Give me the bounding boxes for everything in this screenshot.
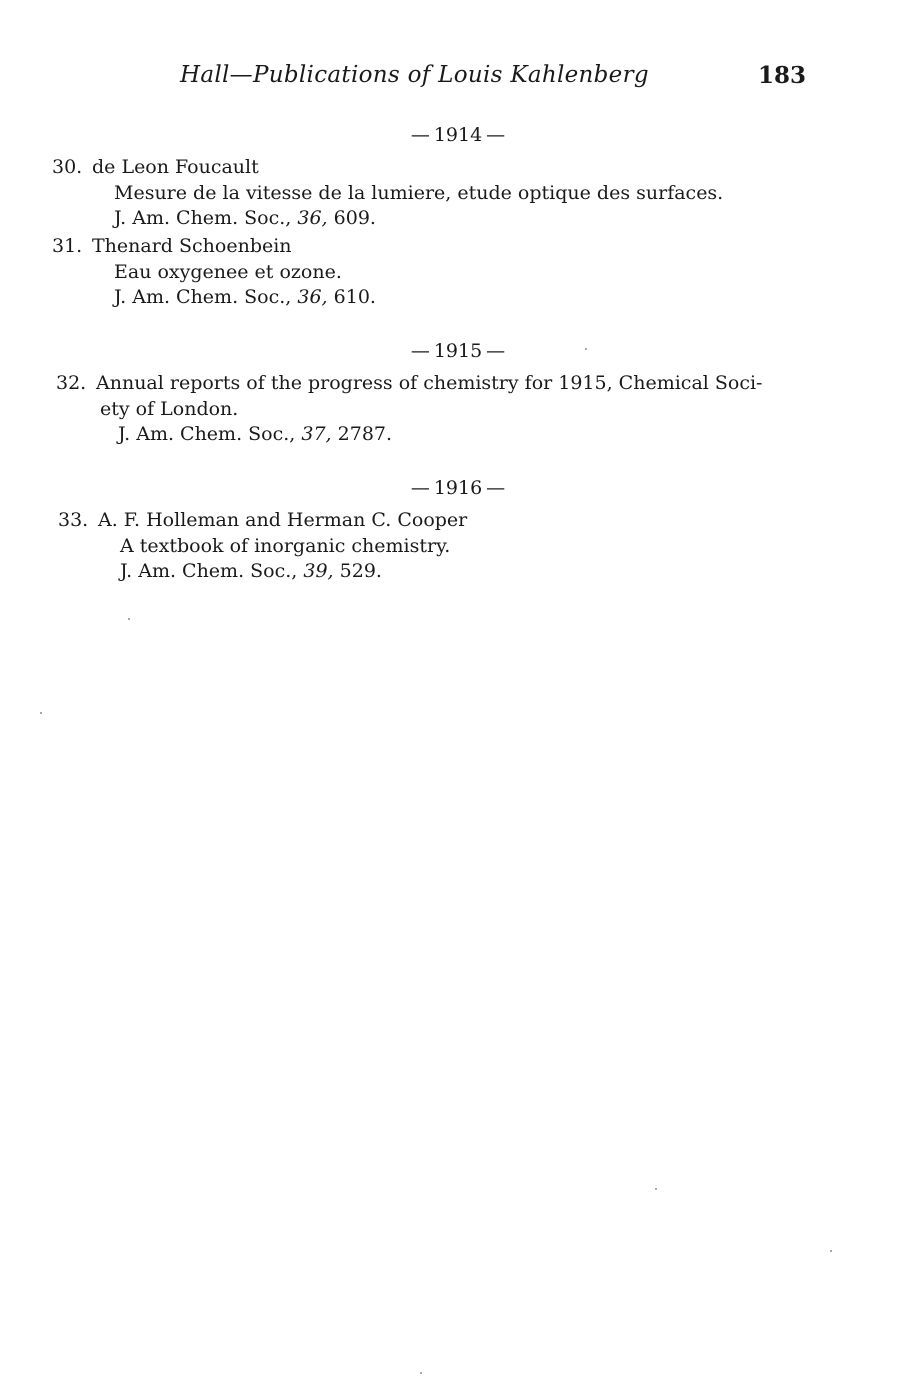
citation-volume: 39, (303, 560, 334, 582)
scan-speck (655, 1188, 657, 1190)
running-title: Hall—Publications of Louis Kahlenberg (180, 62, 649, 88)
year-heading-1914: — 1914 — (410, 124, 506, 146)
citation-page: 2787. (337, 423, 393, 445)
entry-authors-continued: ety of London. (100, 397, 239, 420)
bibliography-entry-30 (52, 155, 723, 232)
entry-number: 31. (52, 235, 83, 257)
scan-speck (830, 1250, 832, 1252)
year-label: 1915 (433, 340, 483, 362)
citation-journal: J. Am. Chem. Soc., (118, 423, 296, 445)
scan-speck (585, 348, 587, 350)
scan-speck (128, 618, 130, 620)
year-label: 1914 (433, 124, 483, 146)
year-heading-1915: — 1915 — (410, 340, 506, 362)
citation-journal: J. Am. Chem. Soc., (114, 207, 292, 229)
entry-citation (52, 285, 376, 311)
year-heading-1916: — 1916 — (410, 477, 506, 499)
year-label: 1916 (433, 477, 483, 499)
scan-speck (40, 712, 42, 714)
citation-volume: 37, (301, 423, 332, 445)
entry-citation (56, 422, 762, 448)
citation-volume: 36, (297, 286, 328, 308)
scan-speck (420, 1372, 422, 1374)
entry-title: Eau oxygenee et ozone. (114, 260, 342, 283)
entry-number: 32. (56, 372, 87, 394)
citation-page: 529. (339, 560, 382, 582)
entry-authors: de Leon Foucault (92, 156, 259, 178)
entry-number: 30. (52, 156, 83, 178)
bibliography-entry-31 (52, 234, 376, 311)
entry-authors: Thenard Schoenbein (92, 235, 292, 257)
entry-citation (52, 206, 723, 232)
citation-page: 609. (333, 207, 376, 229)
citation-journal: J. Am. Chem. Soc., (114, 286, 292, 308)
page-number: 183 (758, 62, 807, 89)
entry-authors: Annual reports of the progress of chemistry for 1915, Chemical Soci- (96, 372, 763, 394)
entry-title: A textbook of inorganic chemistry. (120, 534, 451, 557)
citation-page: 610. (333, 286, 376, 308)
bibliography-entry-32 (56, 371, 762, 448)
entry-number: 33. (58, 509, 89, 531)
bibliography-entry-33 (58, 508, 467, 585)
entry-citation (58, 559, 467, 585)
citation-volume: 36, (297, 207, 328, 229)
citation-journal: J. Am. Chem. Soc., (120, 560, 298, 582)
entry-authors: A. F. Holleman and Herman C. Cooper (98, 509, 468, 531)
entry-title: Mesure de la vitesse de la lumiere, etude optique des surfaces. (114, 181, 724, 204)
